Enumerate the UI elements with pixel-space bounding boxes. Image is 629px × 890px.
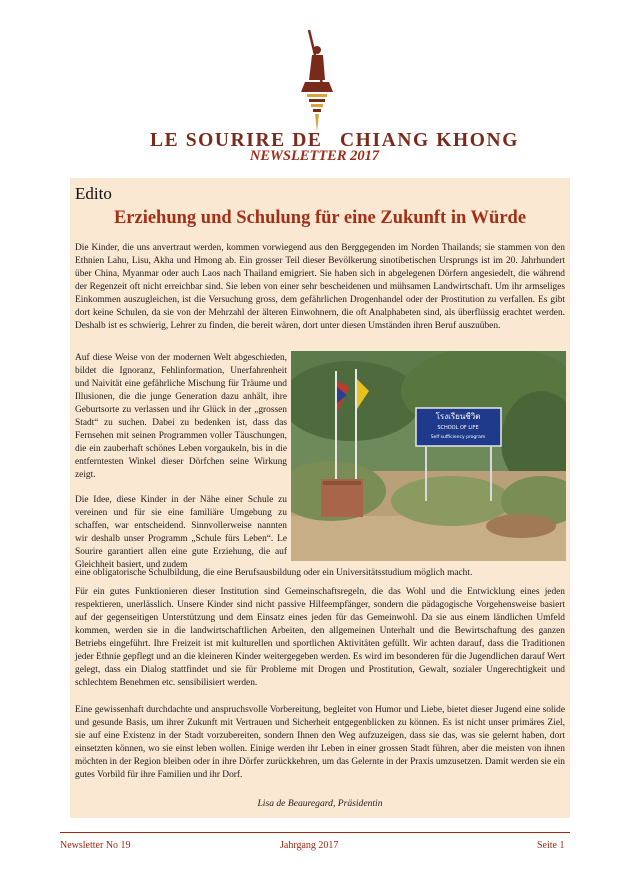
sign-english-text: SCHOOL OF LIFE (437, 425, 479, 431)
paragraph-idea: Die Idee, diese Kinder in der Nähe einer Schule zu vereinen und für sie eine familiäre Umgebung zu schaffen, war entscheidend. Sinnvollerweise nannten wir deshalb unser Programm „Schule fürs Leben“. Le Sourire garantiert allen eine gute Erziehung, die auf Gleichheit basiert, und zudem (75, 495, 287, 569)
paragraph-community: Für ein gutes Funktionieren dieser Institution sind Gemeinschaftsregeln, die das Wohl und die Entwicklung eines jeden respektieren, unerlässlich. Unsere Kinder sind nicht passive Hilfeempfänger, sondern die pädagogische Vorgehensweise basiert auf der gegenseitigen Unterstützung und dem Einsatz eines jeden für das Gemeinwohl. Da sie aus einem ländlichen Umfeld kommen, werden sie in die landwirtschaftlichen Arbeiten, den allgemeinen Unterhalt und die Bewirtschaftung des ganzen Betriebs eingeführt. Ihre Freizeit ist mit kulturellen und sportlichen Aktivitäten gefüllt. Wir achten darauf, dass die Traditionen jeder Ethnie gepflegt und an die kleineren Kinder weitergegeben werden. Es wird im besonderen für die Jugendlichen darauf Wert gelegt, dass ein Dialog stattfindet und sie für Probleme mit Drogen und Prostitution, Gewalt, sozialer Ungerechtigkeit und schlechtem Benehmen etc. sensibilisiert werden. (75, 587, 565, 688)
school-photo (291, 351, 566, 561)
sign-program-text: Self sufficiency program (430, 435, 486, 440)
footer-issue: Newsletter No 19 (60, 840, 131, 851)
section-label: Edito (75, 184, 112, 203)
logo-text-right: CHIANG KHONG (340, 130, 519, 151)
boatman-emblem-icon (297, 28, 337, 138)
edito-card (70, 178, 570, 818)
logo (0, 28, 629, 151)
signature: Lisa de Beauregard, Präsidentin (257, 798, 383, 809)
sign-thai-text: โรงเรียนชีวิต (435, 412, 481, 421)
footer-page-number: Seite 1 (537, 840, 565, 851)
newsletter-title: NEWSLETTER 2017 (249, 148, 380, 164)
school-photo-drawing (291, 351, 566, 561)
footer-divider (60, 832, 570, 833)
footer-year: Jahrgang 2017 (280, 840, 339, 851)
logo-text-left: LE SOURIRE DE (150, 130, 323, 151)
paragraph-intro: Die Kinder, die uns anvertraut werden, kommen vorwiegend aus den Berggegenden im Norden Thailands; sie stammen von den Ethnien Lahu, Lisu, Akha und Hmong ab. Ein grosser Teil dieser Bevölkerung sinotibetischen Ursprungs ist im 20. Jahrhundert über China, Myanmar oder auch Laos nach Thailand emigriert. Sie haben sich in abgelegenen Dörfern angesiedelt, die während der Regenzeit oft nicht erreichbar sind. Sie leben von einer sehr bescheidenen und mühsamen Landwirtschaft. Um ihr armseliges Einkommen auszugleichen, ist die Versuchung gross, dem gefährlichen Drogenhandel oder der Prostitution zu verfallen. Es gibt dort keine Schulen, da sie von der Mehrzahl der älteren Einwohnern, die oft Analphabeten sind, als überflüssig erachtet werden. Deshalb ist es schwierig, Lehrer zu finden, die bereit wären, dort unter diesen Umständen ihren Beruf auszuüben. (75, 243, 565, 331)
paragraph-preparation: Eine gewissenhaft durchdachte und anspruchsvolle Vorbereitung, begleitet von Humor und Liebe, bietet dieser Jugend eine solide und gesunde Basis, um ihrer Zukunft mit Vertrauen und Sicherheit entgegenblicken zu können. Es ist nicht unser primäres Ziel, sie auf eine Existenz in der Stadt vorzubereiten, sondern Ihnen den Weg aufzuzeigen, dass sie das, was sie gelernt haben, dort einsetzten können, wo sie einst leben wollen. Einige werden ihr Leben in einer grossen Stadt führen, aber die meisten von ihnen möchten in der Region bleiben oder in ihre Dörfer zurückkehren, um das Gelernte in der Praxis umzusetzen. Damit werden sie ein gutes Vorbild für ihre Familien und ihr Dorf. (75, 705, 565, 780)
paragraph-idea-continued: eine obligatorische Schulbildung, die eine Berufsausbildung oder ein Universitätsstudium möglich macht. (75, 568, 473, 578)
article-headline: Erziehung und Schulung für eine Zukunft in Würde (113, 208, 527, 228)
paragraph-isolation: Auf diese Weise von der modernen Welt abgeschieden, bildet die Ignoranz, Fehlinformation, Unerfahrenheit und Naivität eine gefährliche Mischung für Träume und Illusionen, die die junge Generation dazu anhält, ihre Geburtsorte zu verlassen und ihr Glück in der „grossen Stadt“ zu suchen. Dabei zu bedenken ist, dass das Fernsehen mit seinen Programmen voller Täuschungen, die ein zauberhaft schönes Leben vorgaukeln, bis in die entferntesten Winkel dieser Dörfchen seine Wirkung zeigt. (75, 353, 287, 480)
